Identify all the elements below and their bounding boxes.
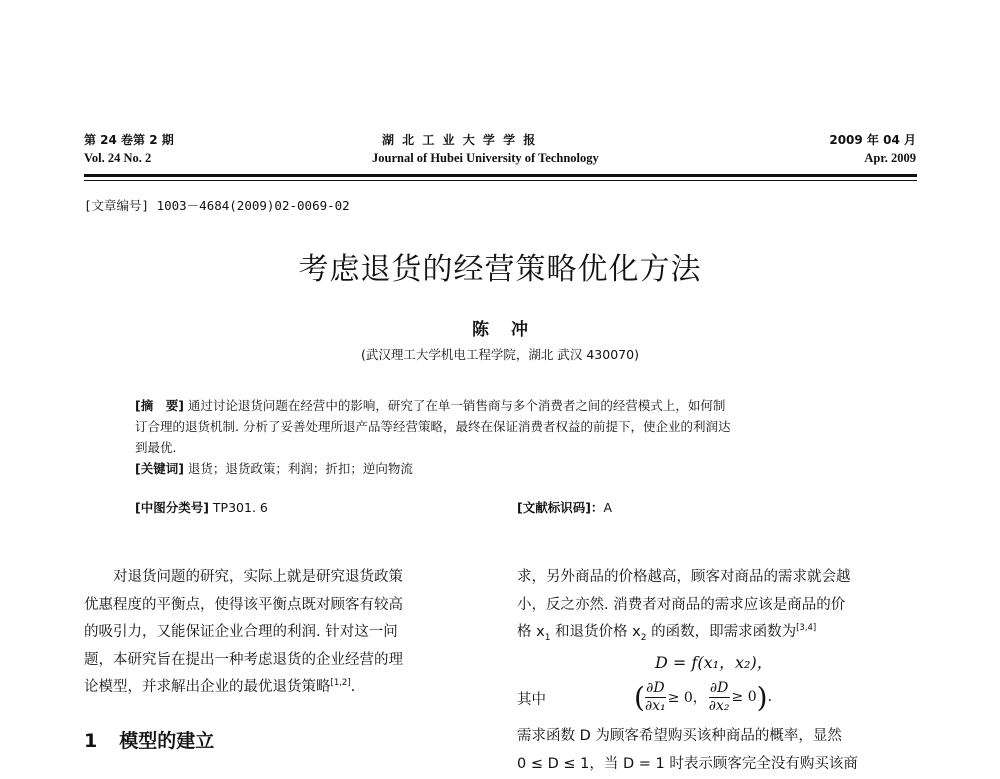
abstract-label: [摘 要] bbox=[135, 398, 184, 413]
left-column-text bbox=[84, 564, 484, 702]
abstract-line-3: 到最优. bbox=[135, 440, 177, 455]
abstract-line-1: [摘 要] 通过讨论退货问题在经营中的影响，研究了在单一销售商与多个消费者之间的经营模式上，如何制 bbox=[135, 398, 726, 413]
volume-issue-cn: 第 24 卷第 2 期 bbox=[84, 133, 174, 147]
body-line: 对退货问题的研究，实际上就是研究退货政策 bbox=[113, 569, 403, 585]
keywords-label: [关键词] bbox=[135, 461, 184, 476]
abstract-line-2: 订合理的退货机制. 分析了妥善处理所退产品等经营策略，最终在保证消费者权益的前提下，使企业的利润达 bbox=[135, 419, 731, 434]
author-affiliation: (武汉理工大学机电工程学院，湖北 武汉 430070) bbox=[361, 347, 639, 362]
citation: [3,4] bbox=[796, 623, 817, 634]
body-line: 小，反之亦然. 消费者对商品的需求应该是商品的价 bbox=[517, 596, 846, 613]
section-title: 模型的建立 bbox=[119, 730, 215, 752]
date-en: Apr. 2009 bbox=[864, 151, 916, 165]
date-cn: 2009 年 04 月 bbox=[829, 133, 916, 147]
doc-code-line bbox=[517, 497, 612, 518]
journal-name-cn: 湖 北 工 业 大 学 学 报 bbox=[382, 133, 538, 147]
body-line: 求，另外商品的价格越高，顾客对商品的需求就会越 bbox=[517, 569, 851, 585]
body-line: 题，本研究旨在提出一种考虑退货的企业经营的理 bbox=[84, 651, 403, 668]
body-line: 格 $x_1$ 和退货价格 $x_2$ 的函数，即需求函数为[3,4] bbox=[517, 623, 817, 643]
where-label: 其中 bbox=[517, 692, 546, 708]
demand-equation: D = f(x₁，x₂)， bbox=[655, 653, 773, 672]
body-line-cut: 0 ≤ D ≤ 1，当 D = 1 时表示顾客完全没有购买该商 bbox=[517, 756, 858, 772]
header-rule-thick bbox=[84, 174, 917, 177]
header-rule-thin bbox=[84, 180, 917, 181]
body-line: 需求函数 D 为顾客希望购买该种商品的概率，显然 bbox=[517, 728, 842, 744]
author-name: 陈冲 bbox=[472, 320, 550, 340]
doc-code: A bbox=[603, 500, 612, 515]
clc-line bbox=[135, 497, 268, 518]
section-number: 1 bbox=[84, 730, 98, 752]
journal-name-en: Journal of Hubei University of Technology bbox=[372, 151, 599, 165]
fraction: $\frac{\partial D}{\text{∂x₂}}$ bbox=[708, 679, 730, 714]
volume-issue-en: Vol. 24 No. 2 bbox=[84, 151, 152, 165]
body-line: 优惠程度的平衡点，使得该平衡点既对顾客有较高 bbox=[84, 596, 403, 613]
article-title: 考虑退货的经营策略优化方法 bbox=[298, 252, 702, 287]
body-line-last: 论模型，并求解出企业的最优退货策略[1,2]. bbox=[84, 678, 356, 695]
fraction: $\frac{\partial D}{\text{∂x₁}}$ bbox=[644, 679, 666, 714]
clc-label: [中图分类号] bbox=[135, 500, 209, 515]
doc-code-label: [文献标识码]： bbox=[517, 500, 604, 515]
keywords-line bbox=[135, 458, 880, 479]
body-line: 的吸引力，又能保证企业合理的利润. 针对这一问 bbox=[84, 624, 398, 640]
article-number: [文章编号] 1003－4684(2009)02-0069-02 bbox=[84, 198, 350, 213]
citation: [1,2] bbox=[330, 678, 351, 689]
keywords: 退货；退货政策；利润；折扣；逆向物流 bbox=[187, 461, 413, 476]
abstract-block bbox=[135, 395, 880, 479]
partial-derivative-condition: ( $\frac{\partial D}{\text{∂x₁}}$ ≥ 0， $\frac{\partial D}{\text{∂x₂}}$ ≥ 0 ) . bbox=[634, 679, 773, 714]
clc-number: TP301. 6 bbox=[212, 500, 268, 515]
right-column-text bbox=[517, 564, 917, 652]
section-heading bbox=[84, 726, 214, 753]
